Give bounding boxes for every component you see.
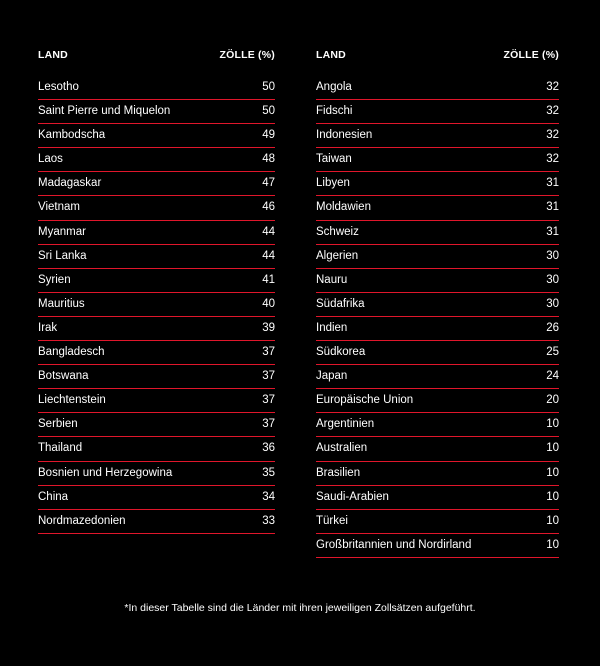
table-row <box>316 389 559 413</box>
table-row <box>38 510 275 534</box>
table-row <box>38 124 275 148</box>
table-row <box>38 196 275 220</box>
table-row <box>38 269 275 293</box>
country-name: China <box>38 490 69 503</box>
table-row <box>38 245 275 269</box>
country-name: Türkei <box>316 514 348 527</box>
country-name: Australien <box>316 442 368 455</box>
country-name: Nordmazedonien <box>38 514 126 527</box>
table-row <box>38 148 275 172</box>
tariff-value: 31 <box>546 177 559 190</box>
country-name: Lesotho <box>38 81 79 93</box>
country-name: Myanmar <box>38 225 86 238</box>
table-rows <box>316 76 559 558</box>
table-row <box>316 172 559 196</box>
table-row <box>316 534 559 558</box>
tariff-value: 50 <box>262 81 275 93</box>
tariff-value: 37 <box>262 370 275 383</box>
table-row <box>38 341 275 365</box>
table-row <box>316 365 559 389</box>
tariff-value: 30 <box>546 297 559 310</box>
country-name: Japan <box>316 370 348 383</box>
table-row <box>316 269 559 293</box>
table-row <box>316 245 559 269</box>
tariff-value: 31 <box>546 225 559 238</box>
tariff-value: 34 <box>262 490 275 503</box>
table-row <box>38 221 275 245</box>
tariff-value: 10 <box>546 442 559 455</box>
table-row <box>316 341 559 365</box>
country-name: Vietnam <box>38 201 80 214</box>
tariff-value: 41 <box>262 273 275 286</box>
country-name: Fidschi <box>316 105 353 118</box>
tariff-value: 25 <box>546 346 559 359</box>
table-row <box>38 365 275 389</box>
tariff-value: 32 <box>546 129 559 142</box>
tariff-value: 10 <box>546 490 559 503</box>
tariff-value: 39 <box>262 321 275 334</box>
country-name: Nauru <box>316 273 348 286</box>
tariff-value: 47 <box>262 177 275 190</box>
table-row <box>38 317 275 341</box>
tariff-value: 10 <box>546 466 559 479</box>
tariff-value: 24 <box>546 370 559 383</box>
country-name: Großbritannien und Nordirland <box>316 538 472 551</box>
country-name: Argentinien <box>316 418 375 431</box>
tariff-value: 31 <box>546 201 559 214</box>
country-name: Bangladesch <box>38 346 105 359</box>
country-name: Saudi-Arabien <box>316 490 389 503</box>
tariff-value: 20 <box>546 394 559 407</box>
footnote: *In dieser Tabelle sind die Länder mit ihren jeweiligen Zollsätzen aufgeführt. <box>124 602 476 614</box>
table-row <box>38 437 275 461</box>
tariff-value: 37 <box>262 394 275 407</box>
table-row <box>316 437 559 461</box>
country-name: Libyen <box>316 177 350 190</box>
tariff-value: 10 <box>546 538 559 551</box>
table-row <box>316 196 559 220</box>
country-name: Angola <box>316 81 352 93</box>
country-name: Schweiz <box>316 225 359 238</box>
tariff-value: 44 <box>262 225 275 238</box>
country-name: Liechtenstein <box>38 394 106 407</box>
country-name: Syrien <box>38 273 71 286</box>
table-row <box>38 486 275 510</box>
country-name: Sri Lanka <box>38 249 87 262</box>
country-name: Südafrika <box>316 297 365 310</box>
country-name: Indien <box>316 321 348 334</box>
country-name: Taiwan <box>316 153 352 166</box>
tariff-value: 32 <box>546 105 559 118</box>
tariff-value: 40 <box>262 297 275 310</box>
country-name: Serbien <box>38 418 78 431</box>
table-row <box>316 124 559 148</box>
table-row <box>38 100 275 124</box>
country-name: Mauritius <box>38 297 85 310</box>
country-name: Irak <box>38 321 58 334</box>
country-name: Bosnien und Herzegowina <box>38 466 173 479</box>
table-row <box>38 413 275 437</box>
country-name: Moldawien <box>316 201 371 214</box>
table-row <box>316 462 559 486</box>
country-name: Südkorea <box>316 346 366 359</box>
country-name: Madagaskar <box>38 177 102 190</box>
country-name: Kambodscha <box>38 129 106 142</box>
tariff-value: 35 <box>262 466 275 479</box>
tariff-value: 49 <box>262 129 275 142</box>
country-name: Laos <box>38 153 63 166</box>
tariff-value: 37 <box>262 418 275 431</box>
table-header <box>316 49 559 65</box>
tariff-value: 48 <box>262 153 275 166</box>
table-row <box>38 293 275 317</box>
table-row <box>316 100 559 124</box>
table-row <box>316 221 559 245</box>
tariff-value: 33 <box>262 514 275 527</box>
column-header-land: LAND <box>316 49 346 61</box>
country-name: Europäische Union <box>316 394 414 407</box>
table-row <box>38 462 275 486</box>
table-row <box>38 76 275 100</box>
table-header <box>38 49 275 65</box>
tariff-value: 30 <box>546 249 559 262</box>
table-row <box>316 413 559 437</box>
tariff-value: 32 <box>546 81 559 93</box>
country-name: Botswana <box>38 370 89 383</box>
tariff-value: 10 <box>546 418 559 431</box>
table-row <box>316 293 559 317</box>
table-row <box>38 389 275 413</box>
tariff-value: 50 <box>262 105 275 118</box>
tariff-value: 36 <box>262 442 275 455</box>
tariff-value: 46 <box>262 201 275 214</box>
tariff-value: 37 <box>262 346 275 359</box>
country-name: Indonesien <box>316 129 373 142</box>
table-row <box>316 76 559 100</box>
tariff-value: 44 <box>262 249 275 262</box>
country-name: Thailand <box>38 442 83 455</box>
column-header-land: LAND <box>38 49 68 61</box>
country-name: Brasilien <box>316 466 361 479</box>
column-header-zoelle: ZÖLLE (%) <box>219 49 275 61</box>
table-rows <box>38 76 275 534</box>
column-header-zoelle: ZÖLLE (%) <box>503 49 559 61</box>
table-row <box>316 317 559 341</box>
country-name: Saint Pierre und Miquelon <box>38 105 171 118</box>
tariff-value: 30 <box>546 273 559 286</box>
tariff-value: 10 <box>546 514 559 527</box>
table-row <box>316 148 559 172</box>
tariff-value: 26 <box>546 321 559 334</box>
table-row <box>316 510 559 534</box>
table-row <box>38 172 275 196</box>
table-row <box>316 486 559 510</box>
country-name: Algerien <box>316 249 359 262</box>
tariff-value: 32 <box>546 153 559 166</box>
